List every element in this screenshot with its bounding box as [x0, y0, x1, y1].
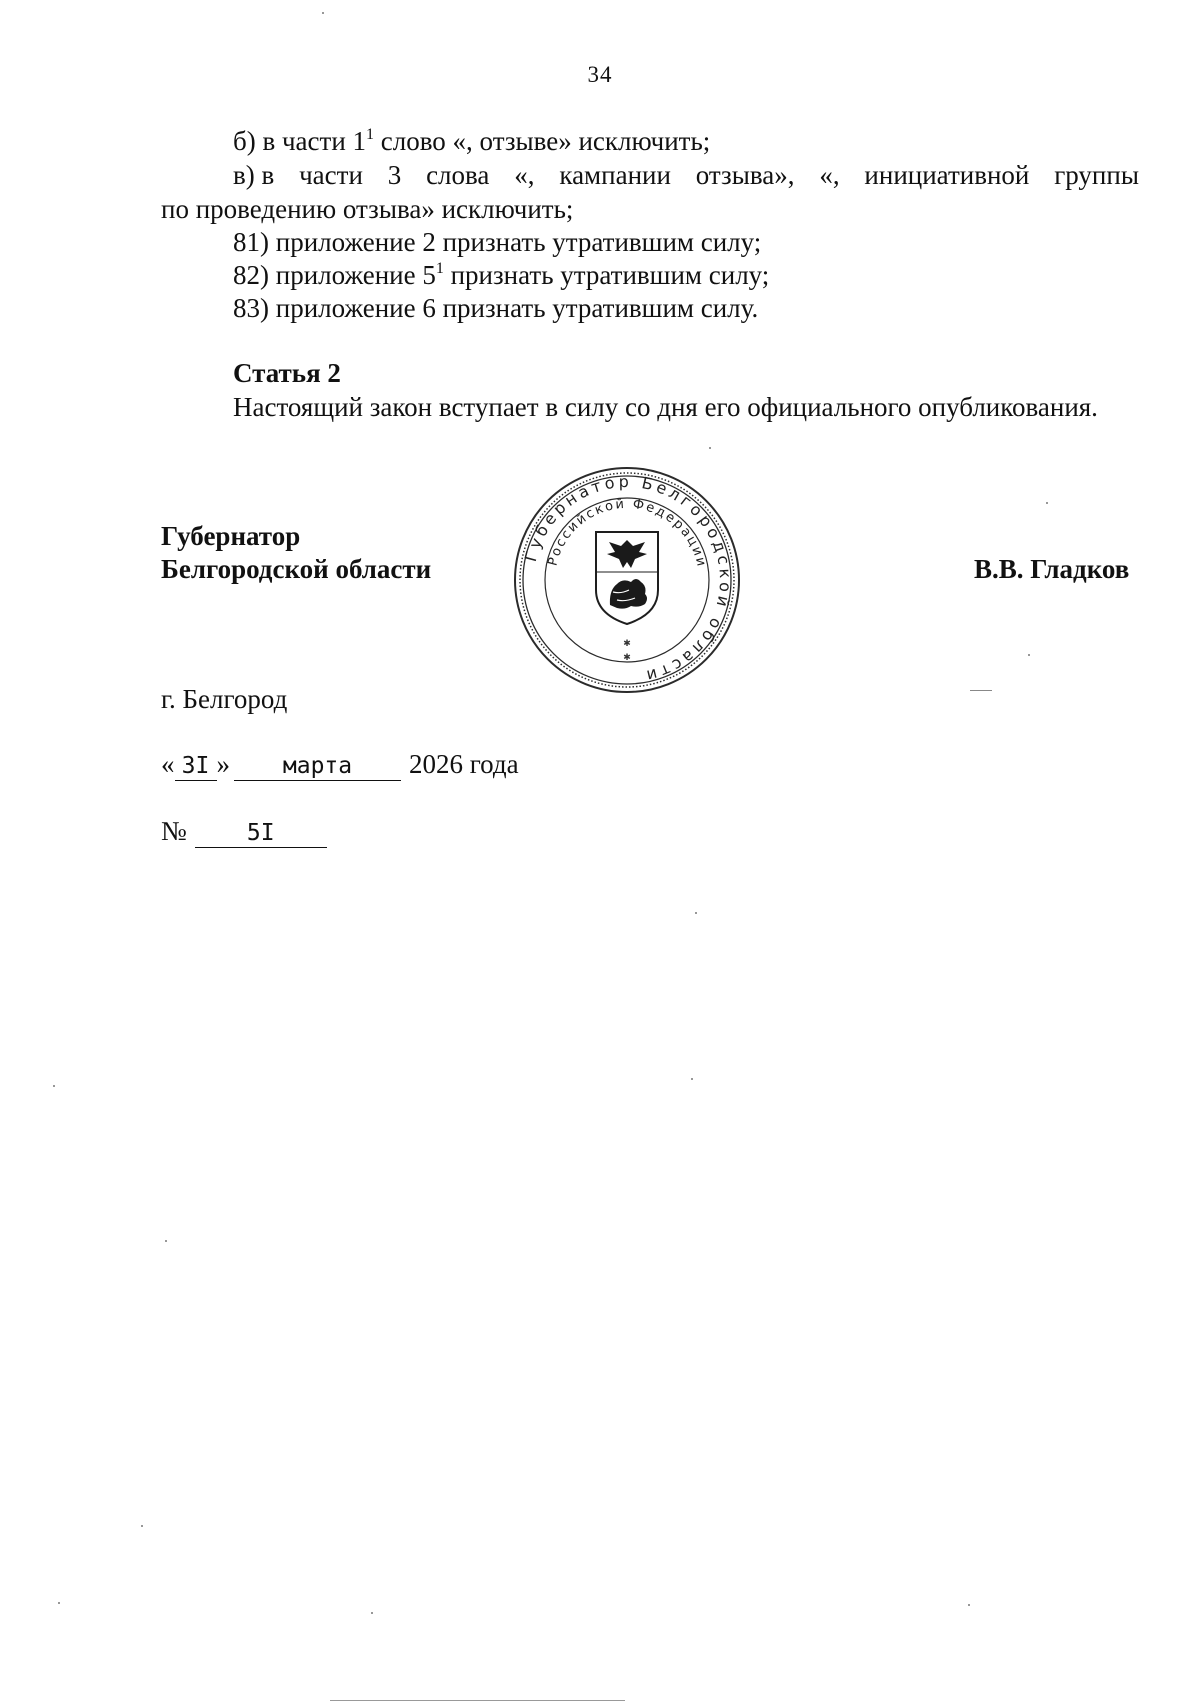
- word: «,: [514, 160, 535, 190]
- word: 3: [387, 160, 402, 190]
- amendment-item-b-text-end: слово «, отзыве» исключить;: [374, 126, 711, 156]
- scan-speck: [1028, 654, 1030, 656]
- amendment-item-82-text-end: признать утратившим силу;: [443, 260, 770, 290]
- scan-speck: [141, 1525, 143, 1527]
- scan-speck: [1046, 502, 1048, 504]
- seal-inner-text: Российской Федерации: [545, 496, 709, 570]
- date-line: [161, 748, 519, 781]
- scan-speck: [322, 12, 324, 14]
- word: в) в: [233, 160, 275, 190]
- amendment-item-v-line1: [233, 159, 1139, 191]
- amendment-item-81: 81) приложение 2 признать утратившим силу;: [233, 227, 762, 257]
- scan-edge-line: [330, 1700, 625, 1701]
- scan-speck: [371, 1612, 373, 1614]
- scan-speck: [695, 912, 697, 914]
- scan-speck: [709, 447, 711, 449]
- signature-position-line1: Губернатор: [161, 521, 301, 551]
- governor-seal: [513, 466, 741, 694]
- document-number: 5I: [195, 819, 327, 848]
- amendment-item-83: 83) приложение 6 признать утратившим силу.: [233, 293, 759, 323]
- scan-mark: [970, 690, 992, 691]
- number-label: №: [161, 816, 187, 846]
- amendment-item-v-line2: по проведению отзыва» исключить;: [161, 194, 574, 224]
- word: слова: [426, 160, 490, 190]
- signature-position-line2: Белгородской области: [161, 554, 432, 584]
- svg-text:✱: ✱: [623, 653, 631, 663]
- article-text: Настоящий закон вступает в силу со дня его официального опубликования.: [233, 392, 1098, 422]
- superscript: 1: [366, 126, 375, 143]
- date-open-quote: «: [161, 749, 175, 779]
- scan-speck: [53, 1085, 55, 1087]
- date-month: марта: [234, 752, 401, 781]
- document-number-line: [161, 815, 327, 848]
- page-number: 34: [587, 62, 613, 87]
- scan-speck: [58, 1602, 60, 1604]
- amendment-item-b: [233, 125, 710, 157]
- amendment-item-82-text: 82) приложение 5: [233, 260, 436, 290]
- word: части: [299, 160, 363, 190]
- scan-speck: [165, 1240, 167, 1242]
- amendment-item-b-text: б) в части 1: [233, 126, 367, 156]
- word: группы: [1054, 160, 1139, 190]
- word: «,: [819, 160, 840, 190]
- date-close-quote: »: [216, 749, 230, 779]
- coat-of-arms-icon: [596, 532, 658, 624]
- date-day: 3I: [175, 752, 217, 781]
- word: кампании: [559, 160, 671, 190]
- svg-text:✱: ✱: [623, 639, 631, 649]
- word: отзыва»,: [695, 160, 795, 190]
- seal-outer-text: Губернатор Белгородской области: [520, 471, 736, 687]
- scan-speck: [691, 1078, 693, 1080]
- signature-name: В.В. Гладков: [974, 554, 1130, 584]
- scan-speck: [968, 1604, 970, 1606]
- city: г. Белгород: [161, 684, 288, 714]
- amendment-item-82: [233, 259, 769, 291]
- article-heading: Статья 2: [233, 358, 341, 388]
- word: инициативной: [864, 160, 1030, 190]
- superscript: 1: [435, 260, 444, 277]
- date-year: 2026 года: [409, 749, 519, 779]
